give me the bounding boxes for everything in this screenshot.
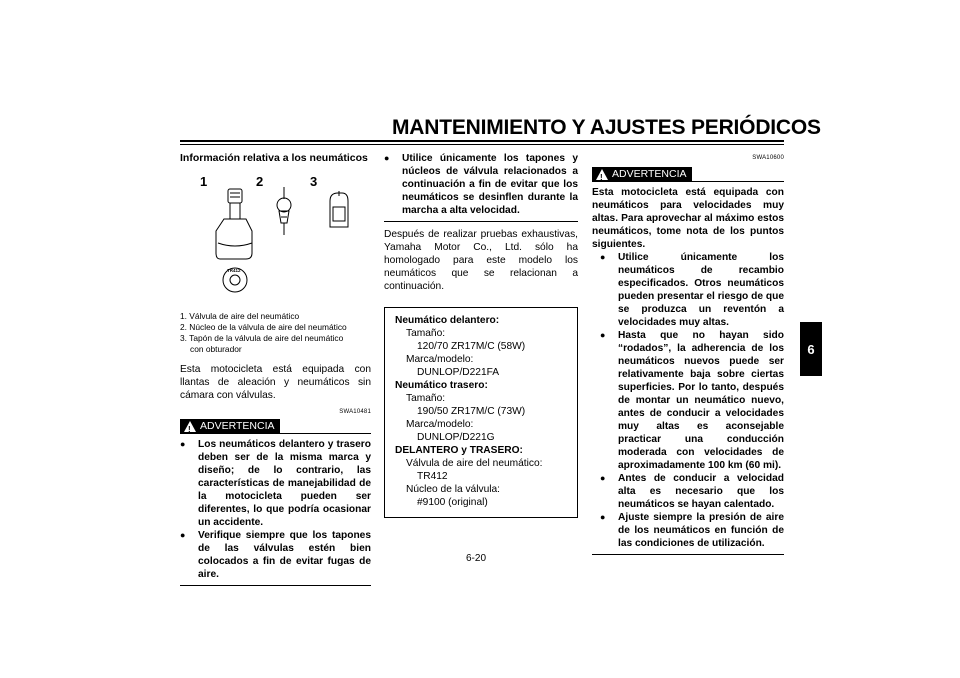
front-brand-value: DUNLOP/D221FA [417, 367, 500, 378]
list-item: ● Utilice únicamente los neumáticos de recambio especificados. Otros neumáticos pueden presentar el riesgo de que se produzca un reventón a velocidades muy altas. [600, 251, 784, 329]
list-item: ● Ajuste siempre la presión de aire de los neumáticos en función de las condiciones de utilización. [600, 511, 784, 550]
warning-code: SWA10481 [339, 409, 371, 415]
warning-code: SWA10600 [752, 155, 784, 161]
rear-size-value: 190/50 ZR17M/C (73W) [417, 406, 526, 417]
valve-parts-drawing [180, 173, 371, 293]
rear-brand-label: Marca/modelo: [406, 419, 474, 430]
rear-size-label: Tamaño: [406, 393, 446, 404]
warning-label-box [592, 167, 692, 182]
warning-label: ADVERTENCIA [612, 168, 687, 180]
homologation-paragraph: Después de realizar pruebas exhaustivas, Yamaha Motor Co., Ltd. sólo ha homologado para este modelo los neumáticos que se relacionan a continuación. [384, 229, 578, 292]
header-rule [180, 140, 784, 142]
list-item: ● Antes de conducir a velocidad alta es necesario que los neumáticos se hayan calentado. [600, 472, 784, 511]
warning-triangle-icon: ! [184, 421, 196, 432]
tire-spec-box [384, 307, 578, 518]
front-brand-label: Marca/modelo: [406, 354, 474, 365]
list-item: ● Hasta que no hayan sido “rodados”, la adherencia de los neumáticos nuevos puede ser relativamente baja sobre ciertas superficies. Por lo tanto, después de montar un neumático nuevo, antes de conducir a velocidades muy altas es aconsejable practicar una conducción moderada con velocidades de aproximadamente 100 km (60 mi). [600, 329, 784, 472]
valve-value: TR412 [417, 471, 448, 482]
section-heading: Información relativa a los neumáticos [180, 152, 368, 164]
warning-end-rule [384, 221, 578, 222]
valve-figure [180, 173, 371, 293]
cap-marking-text: TR412 [227, 268, 241, 273]
front-size-value: 120/70 ZR17M/C (58W) [417, 341, 526, 352]
list-item: ● Los neumáticos delantero y trasero deben ser de la misma marca y diseño; de lo contrario, las características de manejabilidad de la motocicleta pueden ser diferentes, lo que podría ocasionar un accidente. [180, 438, 371, 529]
page-number: 6-20 [466, 553, 487, 564]
rear-brand-value: DUNLOP/D221G [417, 432, 495, 443]
front-tire-title: Neumático delantero: [395, 315, 500, 326]
figure-captions [180, 311, 371, 355]
column-3 [592, 152, 784, 555]
figure-number-3: 3 [310, 174, 318, 189]
caption-1: 1. Válvula de aire del neumático [180, 311, 300, 321]
core-label: Núcleo de la válvula: [406, 484, 501, 495]
caption-3-cont: con obturador [190, 344, 242, 354]
warning-intro: Esta motocicleta está equipada con neumáticos para velocidades muy altas. Para aprovechar al máximo estos neumáticos, tome nota de los puntos siguientes. [592, 187, 784, 250]
intro-paragraph: Esta motocicleta está equipada con llantas de aleación y neumáticos sin cámara con válvulas. [180, 364, 371, 401]
warning-label-box [180, 419, 280, 434]
warning-triangle-icon: ! [596, 169, 608, 180]
core-value: #9100 (original) [417, 497, 488, 508]
warning-rule [692, 181, 785, 182]
warning-bullets [180, 438, 371, 581]
chapter-tab: 6 [800, 322, 822, 376]
caption-3: 3. Tapón de la válvula de aire del neumático [180, 333, 344, 343]
figure-number-2: 2 [256, 174, 264, 189]
warning-banner [592, 167, 784, 182]
column-2 [384, 152, 578, 518]
warning-end-rule [592, 554, 784, 555]
column-1 [180, 152, 371, 586]
warning-label: ADVERTENCIA [200, 420, 275, 432]
valve-label: Válvula de aire del neumático: [406, 458, 543, 469]
caption-2: 2. Núcleo de la válvula de aire del neumático [180, 322, 347, 332]
warning-banner [180, 419, 371, 434]
list-item: ● Verifique siempre que los tapones de las válvulas estén bien colocados a fin de evitar fugas de aire. [180, 529, 371, 581]
both-tires-title: DELANTERO y TRASERO: [395, 445, 523, 456]
page-title: MANTENIMIENTO Y AJUSTES PERIÓDICOS [392, 116, 821, 139]
warning-end-rule [180, 585, 371, 586]
warning-rule [280, 433, 372, 434]
rear-tire-title: Neumático trasero: [395, 380, 488, 391]
list-item: ● Utilice únicamente los tapones y núcleos de válvula relacionados a continuación a fin de evitar que los neumáticos se desinflen durante la marcha a alta velocidad. [384, 152, 578, 217]
front-size-label: Tamaño: [406, 328, 446, 339]
warning-bullets [592, 251, 784, 550]
header-rule-thin [180, 144, 784, 145]
figure-number-1: 1 [200, 174, 208, 189]
